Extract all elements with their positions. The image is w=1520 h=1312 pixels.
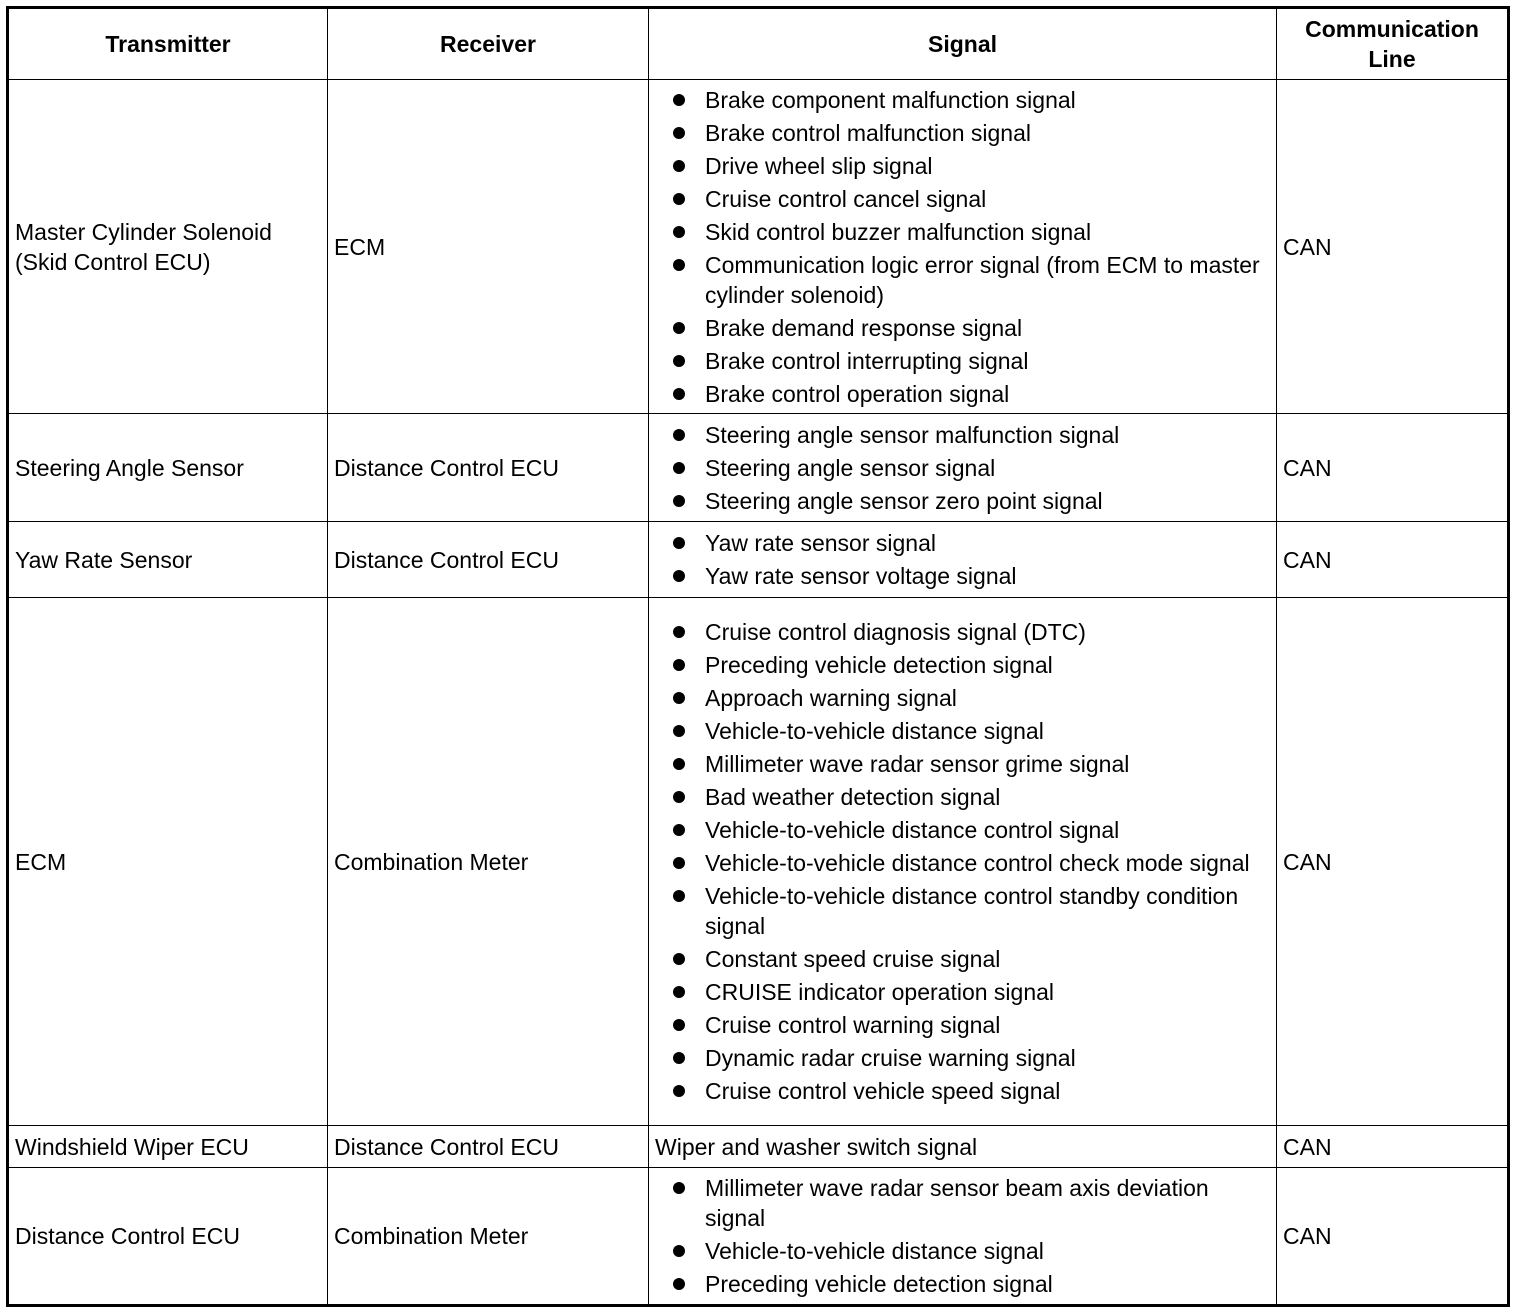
signal-item: Yaw rate sensor voltage signal	[655, 561, 1270, 591]
signal-item: Cruise control diagnosis signal (DTC)	[655, 617, 1270, 647]
signal-item: Brake demand response signal	[655, 313, 1270, 343]
signal-list	[655, 420, 1270, 516]
transmitter-cell: Distance Control ECU	[8, 1168, 328, 1306]
signal-list	[655, 1173, 1270, 1299]
signal-table	[6, 6, 1510, 1307]
signal-cell	[649, 414, 1277, 522]
receiver-cell: ECM	[328, 80, 649, 414]
signal-item: Vehicle-to-vehicle distance control standby condition signal	[655, 881, 1270, 941]
signal-item: Bad weather detection signal	[655, 782, 1270, 812]
table-row	[8, 598, 1509, 1126]
signal-item: Cruise control vehicle speed signal	[655, 1076, 1270, 1106]
transmitter-cell: ECM	[8, 598, 328, 1126]
signal-item: Cruise control cancel signal	[655, 184, 1270, 214]
table-row	[8, 1168, 1509, 1306]
receiver-cell: Distance Control ECU	[328, 522, 649, 598]
signal-cell: Wiper and washer switch signal	[649, 1126, 1277, 1168]
signal-item: Vehicle-to-vehicle distance control signal	[655, 815, 1270, 845]
signal-item: Brake control interrupting signal	[655, 346, 1270, 376]
communication-line-cell: CAN	[1277, 1168, 1509, 1306]
signal-item: Preceding vehicle detection signal	[655, 650, 1270, 680]
table-row	[8, 414, 1509, 522]
signal-item: Communication logic error signal (from ECM to master cylinder solenoid)	[655, 250, 1270, 310]
signal-item: Preceding vehicle detection signal	[655, 1269, 1270, 1299]
header-communication-line: Communication Line	[1277, 8, 1509, 80]
signal-list	[655, 528, 1270, 591]
signal-item: Drive wheel slip signal	[655, 151, 1270, 181]
signal-item: Brake control malfunction signal	[655, 118, 1270, 148]
transmitter-cell: Windshield Wiper ECU	[8, 1126, 328, 1168]
transmitter-cell: Yaw Rate Sensor	[8, 522, 328, 598]
signal-item: Brake component malfunction signal	[655, 85, 1270, 115]
communication-line-cell: CAN	[1277, 414, 1509, 522]
signal-list	[655, 85, 1270, 409]
signal-item: Steering angle sensor malfunction signal	[655, 420, 1270, 450]
table-row	[8, 522, 1509, 598]
signal-item: Constant speed cruise signal	[655, 944, 1270, 974]
header-transmitter: Transmitter	[8, 8, 328, 80]
signal-item: Steering angle sensor signal	[655, 453, 1270, 483]
signal-item: Millimeter wave radar sensor beam axis deviation signal	[655, 1173, 1270, 1233]
signal-item: Brake control operation signal	[655, 379, 1270, 409]
signal-cell	[649, 80, 1277, 414]
signal-item: Vehicle-to-vehicle distance control check mode signal	[655, 848, 1270, 878]
communication-line-cell: CAN	[1277, 522, 1509, 598]
receiver-cell: Distance Control ECU	[328, 1126, 649, 1168]
header-receiver: Receiver	[328, 8, 649, 80]
signal-cell	[649, 598, 1277, 1126]
signal-item: Vehicle-to-vehicle distance signal	[655, 716, 1270, 746]
signal-item: Steering angle sensor zero point signal	[655, 486, 1270, 516]
receiver-cell: Distance Control ECU	[328, 414, 649, 522]
receiver-cell: Combination Meter	[328, 598, 649, 1126]
signal-item: Skid control buzzer malfunction signal	[655, 217, 1270, 247]
signal-cell	[649, 522, 1277, 598]
signal-item: Yaw rate sensor signal	[655, 528, 1270, 558]
signal-item: Dynamic radar cruise warning signal	[655, 1043, 1270, 1073]
signal-item: Approach warning signal	[655, 683, 1270, 713]
signal-item: Millimeter wave radar sensor grime signal	[655, 749, 1270, 779]
table-row	[8, 80, 1509, 414]
communication-line-cell: CAN	[1277, 598, 1509, 1126]
header-row	[8, 8, 1509, 80]
transmitter-cell: Master Cylinder Solenoid (Skid Control ECU)	[8, 80, 328, 414]
header-signal: Signal	[649, 8, 1277, 80]
transmitter-cell: Steering Angle Sensor	[8, 414, 328, 522]
communication-line-cell: CAN	[1277, 1126, 1509, 1168]
receiver-cell: Combination Meter	[328, 1168, 649, 1306]
signal-cell	[649, 1168, 1277, 1306]
communication-line-cell: CAN	[1277, 80, 1509, 414]
table-row	[8, 1126, 1509, 1168]
signal-list	[655, 617, 1270, 1106]
signal-item: Cruise control warning signal	[655, 1010, 1270, 1040]
signal-item: CRUISE indicator operation signal	[655, 977, 1270, 1007]
signal-item: Vehicle-to-vehicle distance signal	[655, 1236, 1270, 1266]
